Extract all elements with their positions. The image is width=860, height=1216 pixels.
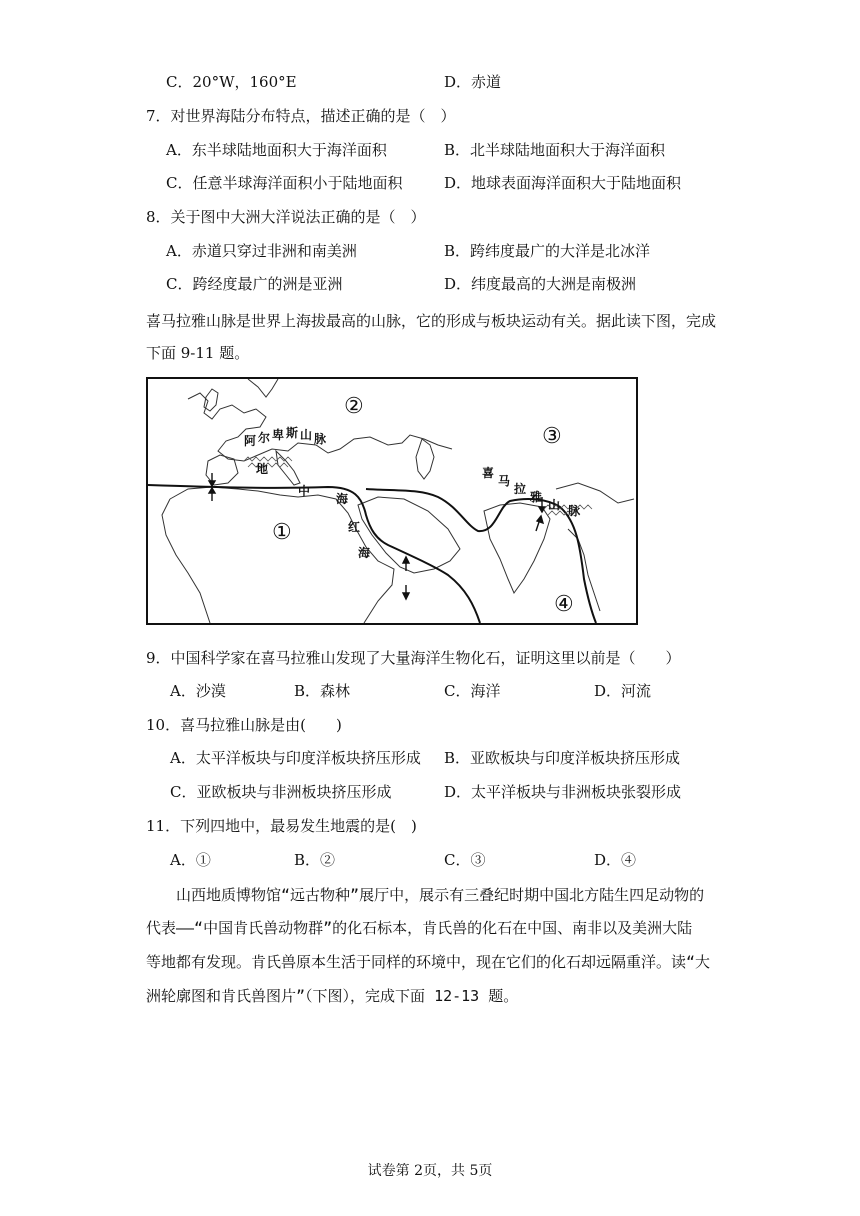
q8-option-b[interactable]: B．跨纬度最广的大洋是北冰洋 [444, 242, 651, 260]
q9-option-b[interactable]: B．森林 [294, 682, 351, 700]
arrow-divergent-red-sea [403, 557, 409, 599]
q7-option-b[interactable]: B．北半球陆地面积大于海洋面积 [444, 141, 666, 159]
q8-stem: 8．关于图中大洲大洋说法正确的是（ ） [146, 208, 426, 226]
intro-12-13-line-3: 等地都有发现。肯氏兽原本生活于同样的环境中，现在它们的化石却远隔重洋。读“大 [146, 953, 711, 971]
plate-map-svg [148, 379, 636, 623]
intro-12-13-line-2: 代表——“中国肯氏兽动物群”的化石标本，肯氏兽的化石在中国、南非以及美洲大陆 [146, 919, 693, 937]
q10-option-c[interactable]: C．亚欧板块与非洲板块挤压形成 [170, 783, 392, 801]
q10-option-b[interactable]: B．亚欧板块与印度洋板块挤压形成 [444, 749, 681, 767]
q8-option-d[interactable]: D．纬度最高的大洲是南极洲 [444, 275, 637, 293]
himalaya-label-4: 雅 [530, 490, 543, 504]
scandinavia-outline [248, 379, 278, 397]
himalaya-label-1: 喜 [482, 466, 495, 480]
himalaya-label-3: 拉 [514, 482, 527, 496]
q11-stem: 11．下列四地中，最易发生地震的是( ) [146, 817, 417, 835]
q8-option-a[interactable]: A．赤道只穿过非洲和南美洲 [166, 242, 357, 260]
q10-stem: 10．喜马拉雅山脉是由( ) [146, 716, 342, 734]
q6-option-d[interactable]: D．赤道 [444, 73, 502, 91]
q9-option-a[interactable]: A．沙漠 [170, 682, 226, 700]
q7-option-c[interactable]: C．任意半球海洋面积小于陆地面积 [166, 174, 403, 192]
q7-option-a[interactable]: A．东半球陆地面积大于海洋面积 [166, 141, 387, 159]
alps-label-1: 阿 [244, 434, 257, 448]
q11-option-b[interactable]: B．② [294, 851, 336, 869]
alps-label-6: 脉 [314, 432, 327, 446]
intro-9-11-line-2: 下面 9-11 题。 [146, 344, 250, 362]
mediterranean-label-1: 地 [256, 462, 269, 476]
red-sea-label-2: 海 [358, 546, 371, 560]
q6-option-c[interactable]: C．20°W，160°E [166, 73, 297, 91]
q11-option-c[interactable]: C．③ [444, 851, 486, 869]
q10-option-a[interactable]: A．太平洋板块与印度洋板块挤压形成 [170, 749, 421, 767]
alps-label-2: 尔 [258, 431, 271, 445]
region-2-label: ② [344, 394, 364, 419]
mediterranean-label-2: 中 [298, 484, 311, 498]
q10-option-d[interactable]: D．太平洋板块与非洲板块张裂形成 [444, 783, 682, 801]
himalaya-label-6: 脉 [568, 504, 581, 518]
mediterranean-label-3: 海 [336, 492, 349, 506]
alps-label-4: 斯 [286, 426, 299, 440]
page-footer: 试卷第 2页，共 5页 [367, 1163, 493, 1179]
plate-map [146, 377, 638, 625]
alps-label-3: 卑 [272, 428, 285, 442]
region-4-label: ④ [554, 592, 574, 617]
italy-outline [276, 451, 300, 485]
himalaya-label-2: 马 [498, 474, 511, 488]
red-sea-label-1: 红 [348, 520, 361, 534]
q7-stem: 7．对世界海陆分布特点，描述正确的是（ ） [146, 107, 456, 125]
alps-label-5: 山 [300, 428, 313, 442]
intro-12-13-line-1: 山西地质博物馆“远古物种”展厅中，展示有三叠纪时期中国北方陆生四足动物的 [176, 886, 705, 904]
q7-option-d[interactable]: D．地球表面海洋面积大于陆地面积 [444, 174, 682, 192]
q9-stem: 9．中国科学家在喜马拉雅山发现了大量海洋生物化石，证明这里以前是（ ） [146, 649, 681, 667]
q11-option-a[interactable]: A．① [170, 851, 211, 869]
region-1-label: ① [272, 520, 292, 545]
region-3-label: ③ [542, 424, 562, 449]
q9-option-d[interactable]: D．河流 [594, 682, 652, 700]
europe-outline [188, 393, 452, 461]
q8-option-c[interactable]: C．跨经度最广的洲是亚洲 [166, 275, 343, 293]
caspian-outline [416, 439, 434, 479]
intro-9-11-line-1: 喜马拉雅山脉是世界上海拔最高的山脉，它的形成与板块运动有关。据此读下图，完成 [146, 312, 717, 330]
intro-12-13-line-4: 洲轮廓图和肯氏兽图片”（下图），完成下面 12-13 题。 [146, 987, 519, 1005]
q9-option-c[interactable]: C．海洋 [444, 682, 501, 700]
himalaya-label-5: 山 [548, 498, 561, 512]
q11-option-d[interactable]: D．④ [594, 851, 637, 869]
